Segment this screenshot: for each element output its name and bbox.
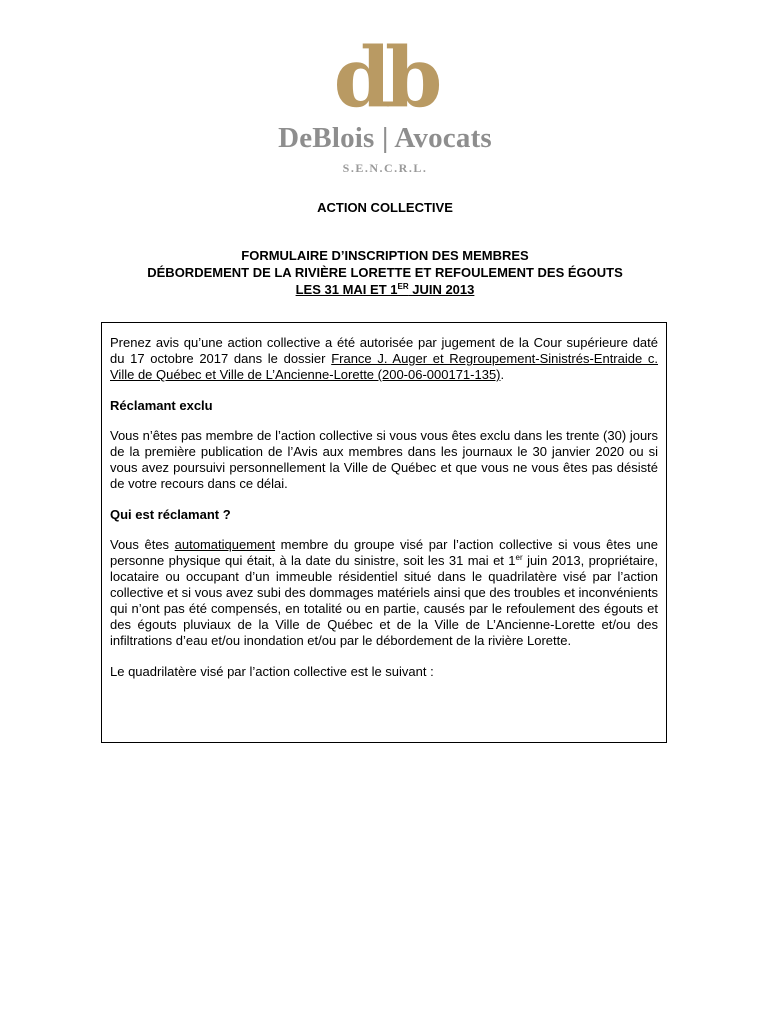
logo-firm-name: DeBlois | Avocats — [278, 122, 492, 154]
document-heading: ACTION COLLECTIVE — [317, 200, 453, 215]
excluded-text: Vous n’êtes pas membre de l’action collective si vous vous êtes exclu dans les trente (30) jours de la première publication de l’Avis aux membres dans les journaux le 30 janvier 2020 ou si vous avez poursuivi personnellement la Ville de Québec et que vous ne vous êtes pas désisté de votre recours dans ce délai. — [110, 428, 658, 491]
who-heading: Qui est réclamant ? — [110, 507, 231, 522]
form-title-line-3-end: JUIN 2013 — [408, 282, 475, 297]
form-title-line-2: DÉBORDEMENT DE LA RIVIÈRE LORETTE ET REFOULEMENT DES ÉGOUTS — [147, 265, 623, 280]
form-title-line-3 — [0, 281, 770, 298]
form-title-line-1: FORMULAIRE D’INSCRIPTION DES MEMBRES — [241, 248, 529, 263]
who-text-middle: membre du groupe visé par l’action collective si vous êtes une personne physique qui était, à la date du sinistre, soit les 31 mai et 1 — [110, 537, 658, 568]
who-text-end: juin 2013, propriétaire, locataire ou occupant d’un immeuble résidentiel situé dans le quadrilatère visé par l’action collective et si vous avez subi des dommages matériels ainsi que des troubles et inconvénients qui n’ont pas été compensés, en totalité ou en partie, causés par le refoulement des égouts et des égouts pluviaux de la Ville de Québec et de la Ville de L’Ancienne-Lorette et/ou des infiltrations d’eau et/ou inondation et/ou par le débordement de la rivière Lorette. — [110, 553, 658, 648]
logo-firm-type: S.E.N.C.R.L. — [342, 161, 428, 175]
form-title — [0, 247, 770, 298]
notice-intro-text: Prenez avis qu’une action collective a été autorisée par jugement de la Cour supérieure daté du 17 octobre 2017 dans le dossier — [110, 335, 658, 366]
automatic-emphasis: automatiquement — [174, 537, 276, 552]
who-text — [110, 537, 658, 649]
case-reference: France J. Auger et Regroupement-Sinistrés-Entraide c. Ville de Québec et Ville de L’Ancienne-Lorette (200-06-000171-135) — [110, 351, 659, 382]
form-title-line-3-superscript: ER — [397, 282, 409, 291]
who-text-start: Vous êtes — [110, 537, 175, 552]
notice-intro — [110, 335, 658, 383]
who-text-superscript: er — [515, 553, 523, 562]
quadrilateral-text: Le quadrilatère visé par l’action collective est le suivant : — [110, 664, 434, 679]
notice-box — [101, 322, 667, 743]
excluded-heading: Réclamant exclu — [110, 398, 213, 413]
form-title-line-3-start: LES 31 MAI ET 1 — [295, 282, 398, 297]
firm-logo — [0, 30, 770, 176]
logo-monogram: db — [333, 30, 437, 126]
notice-intro-end: . — [500, 367, 505, 382]
